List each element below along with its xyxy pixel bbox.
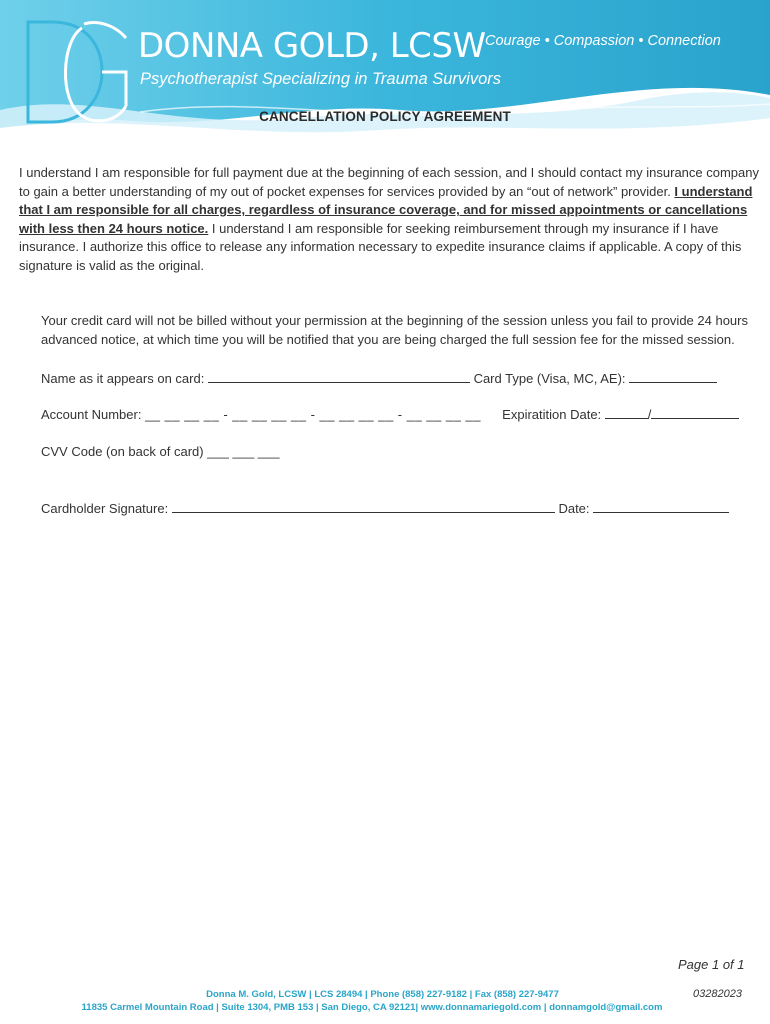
account-number-field[interactable]: __ __ __ __ - __ __ __ __ - __ __ __ __ - __ __ __ __ (145, 407, 481, 422)
practice-tagline: Courage • Compassion • Connection (485, 33, 721, 49)
name-on-card-label: Name as it appears on card: (41, 371, 205, 386)
cardholder-signature-field[interactable] (172, 500, 555, 513)
credit-card-paragraph: Your credit card will not be billed without your permission at the beginning of the session unless you fail to provide 24 hours advanced notice, at which time you will be notified that you are being charged the full session fee for the missed session. (41, 313, 748, 347)
card-type-field[interactable] (629, 370, 717, 383)
cvv-row (41, 444, 280, 459)
practice-name: DONNA GOLD, LCSW (138, 26, 486, 66)
expiration-year-field[interactable] (651, 406, 739, 419)
signature-date-field[interactable] (593, 500, 729, 513)
name-on-card-field[interactable] (208, 370, 470, 383)
expiration-date-label: Expiratition Date: (502, 407, 602, 422)
signature-date-label: Date: (558, 501, 590, 516)
policy-text-closing: I understand I am responsible for seeking reimbursement through my insurance if I have insurance. I authorize this office to release any information necessary to expedite insurance claims if applicable. A copy of this signature is valid as the original. (19, 220, 742, 273)
expiration-slash: / (647, 407, 652, 422)
account-number-row (41, 406, 739, 422)
name-on-card-row (41, 370, 717, 386)
policy-paragraph (19, 164, 759, 276)
form-code: 03282023 (693, 988, 742, 1000)
policy-text-emphasis: I understand that I am responsible for all charges, regardless of insurance coverage, and for missed appointments or cancellations with less then 24 hours notice. (19, 183, 753, 236)
practice-subtitle: Psychotherapist Specializing in Trauma Survivors (140, 70, 502, 88)
document-title: CANCELLATION POLICY AGREEMENT (259, 109, 511, 124)
card-type-label: Card Type (Visa, MC, AE): (473, 371, 626, 386)
footer-address-line: 11835 Carmel Mountain Road | Suite 1304, PMB 153 | San Diego, CA 92121| www.donnamariegold.com | donnamgold@gmail.com (81, 1002, 663, 1013)
account-number-label: Account Number: (41, 407, 142, 422)
expiration-month-field[interactable] (605, 406, 648, 419)
signature-row (41, 500, 729, 516)
page-number: Page 1 of 1 (678, 957, 745, 972)
cvv-field[interactable]: ___ ___ ___ (207, 444, 280, 459)
policy-text-intro: I understand I am responsible for full payment due at the beginning of each session, and I should contact my insurance company to gain a better understanding of my out of pocket expenses for services provided by an “out of network” provider. (19, 165, 759, 199)
cvv-label: CVV Code (on back of card) (41, 444, 204, 459)
footer-contact-line: Donna M. Gold, LCSW | LCS 28494 | Phone (858) 227-9182 | Fax (858) 227-9477 (206, 989, 559, 1000)
letterhead (0, 0, 770, 150)
cardholder-signature-label: Cardholder Signature: (41, 501, 169, 516)
